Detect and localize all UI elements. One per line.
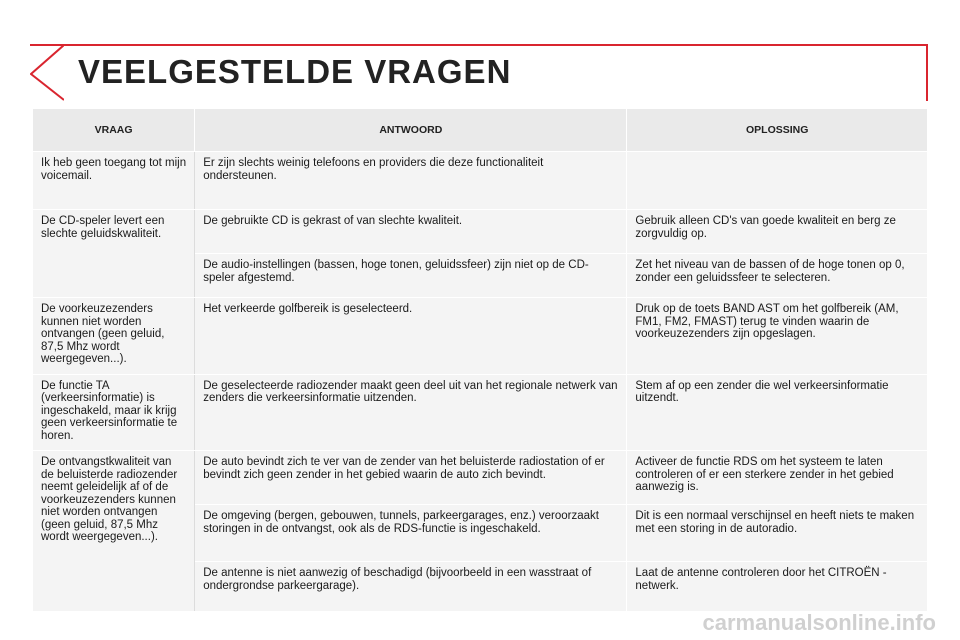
answer-cell: De auto bevindt zich te ver van de zender van het beluisterde radiostation of er bevindt zich geen zender in het gebied waarin de auto zich bevindt. — [195, 451, 627, 505]
question-cell: De functie TA (verkeersinformatie) is ingeschakeld, maar ik krijg geen verkeersinformatie te horen. — [33, 374, 195, 451]
table-header-row — [33, 109, 928, 152]
watermark: carmanualsonline.info — [702, 610, 936, 635]
answer-cell: De antenne is niet aanwezig of beschadigd (bijvoorbeeld in een wasstraat of ondergrondse parkeergarage). — [195, 562, 627, 612]
header-vraag: VRAAG — [33, 109, 195, 152]
table-row — [33, 374, 928, 451]
header-antwoord: ANTWOORD — [195, 109, 627, 152]
title-accent-corner — [30, 44, 64, 101]
answer-cell: De gebruikte CD is gekrast of van slechte kwaliteit. — [195, 210, 627, 254]
page-title: VEELGESTELDE VRAGEN — [78, 53, 512, 90]
answer-cell: Er zijn slechts weinig telefoons en providers die deze functionaliteit ondersteunen. — [195, 152, 627, 210]
question-cell: De CD-speler levert een slechte geluidskwaliteit. — [33, 210, 195, 298]
question-cell: De ontvangstkwaliteit van de beluisterde radiozender neemt geleidelijk af of de voorkeuzezenders kunnen niet worden ontvangen (geen geluid, 87,5 Mhz wordt weergegeven...). — [33, 451, 195, 612]
header-oplossing: OPLOSSING — [627, 109, 928, 152]
solution-cell: Activeer de functie RDS om het systeem te laten controleren of er een sterkere zender in het gebied aanwezig is. — [627, 451, 928, 505]
solution-cell: Stem af op een zender die wel verkeersinformatie uitzendt. — [627, 374, 928, 451]
answer-cell: De geselecteerde radiozender maakt geen deel uit van het regionale netwerk van zenders die verkeersinformatie uitzenden. — [195, 374, 627, 451]
table-row — [33, 298, 928, 375]
solution-cell: Zet het niveau van de bassen of de hoge tonen op 0, zonder een geluidssfeer te selecteren. — [627, 254, 928, 298]
table-row — [33, 451, 928, 505]
question-cell: De voorkeuzezenders kunnen niet worden ontvangen (geen geluid, 87,5 Mhz wordt weergegeven...). — [33, 298, 195, 375]
table-row — [33, 152, 928, 210]
answer-cell: De audio-instellingen (bassen, hoge tonen, geluidssfeer) zijn niet op de CD-speler afgestemd. — [195, 254, 627, 298]
solution-cell: Laat de antenne controleren door het CITROËN -netwerk. — [627, 562, 928, 612]
question-cell: Ik heb geen toegang tot mijn voicemail. — [33, 152, 195, 210]
solution-cell: Gebruik alleen CD's van goede kwaliteit en berg ze zorgvuldig op. — [627, 210, 928, 254]
solution-cell: Druk op de toets BAND AST om het golfbereik (AM, FM1, FM2, FMAST) terug te vinden waarin de voorkeuzezenders zijn opgeslagen. — [627, 298, 928, 375]
table-row — [33, 210, 928, 254]
answer-cell: Het verkeerde golfbereik is geselecteerd. — [195, 298, 627, 375]
answer-cell: De omgeving (bergen, gebouwen, tunnels, parkeergarages, enz.) veroorzaakt storingen in de ontvangst, ook als de RDS-functie is ingeschakeld. — [195, 505, 627, 562]
faq-table — [32, 108, 928, 612]
solution-cell: Dit is een normaal verschijnsel en heeft niets te maken met een storing in de autoradio. — [627, 505, 928, 562]
solution-cell — [627, 152, 928, 210]
